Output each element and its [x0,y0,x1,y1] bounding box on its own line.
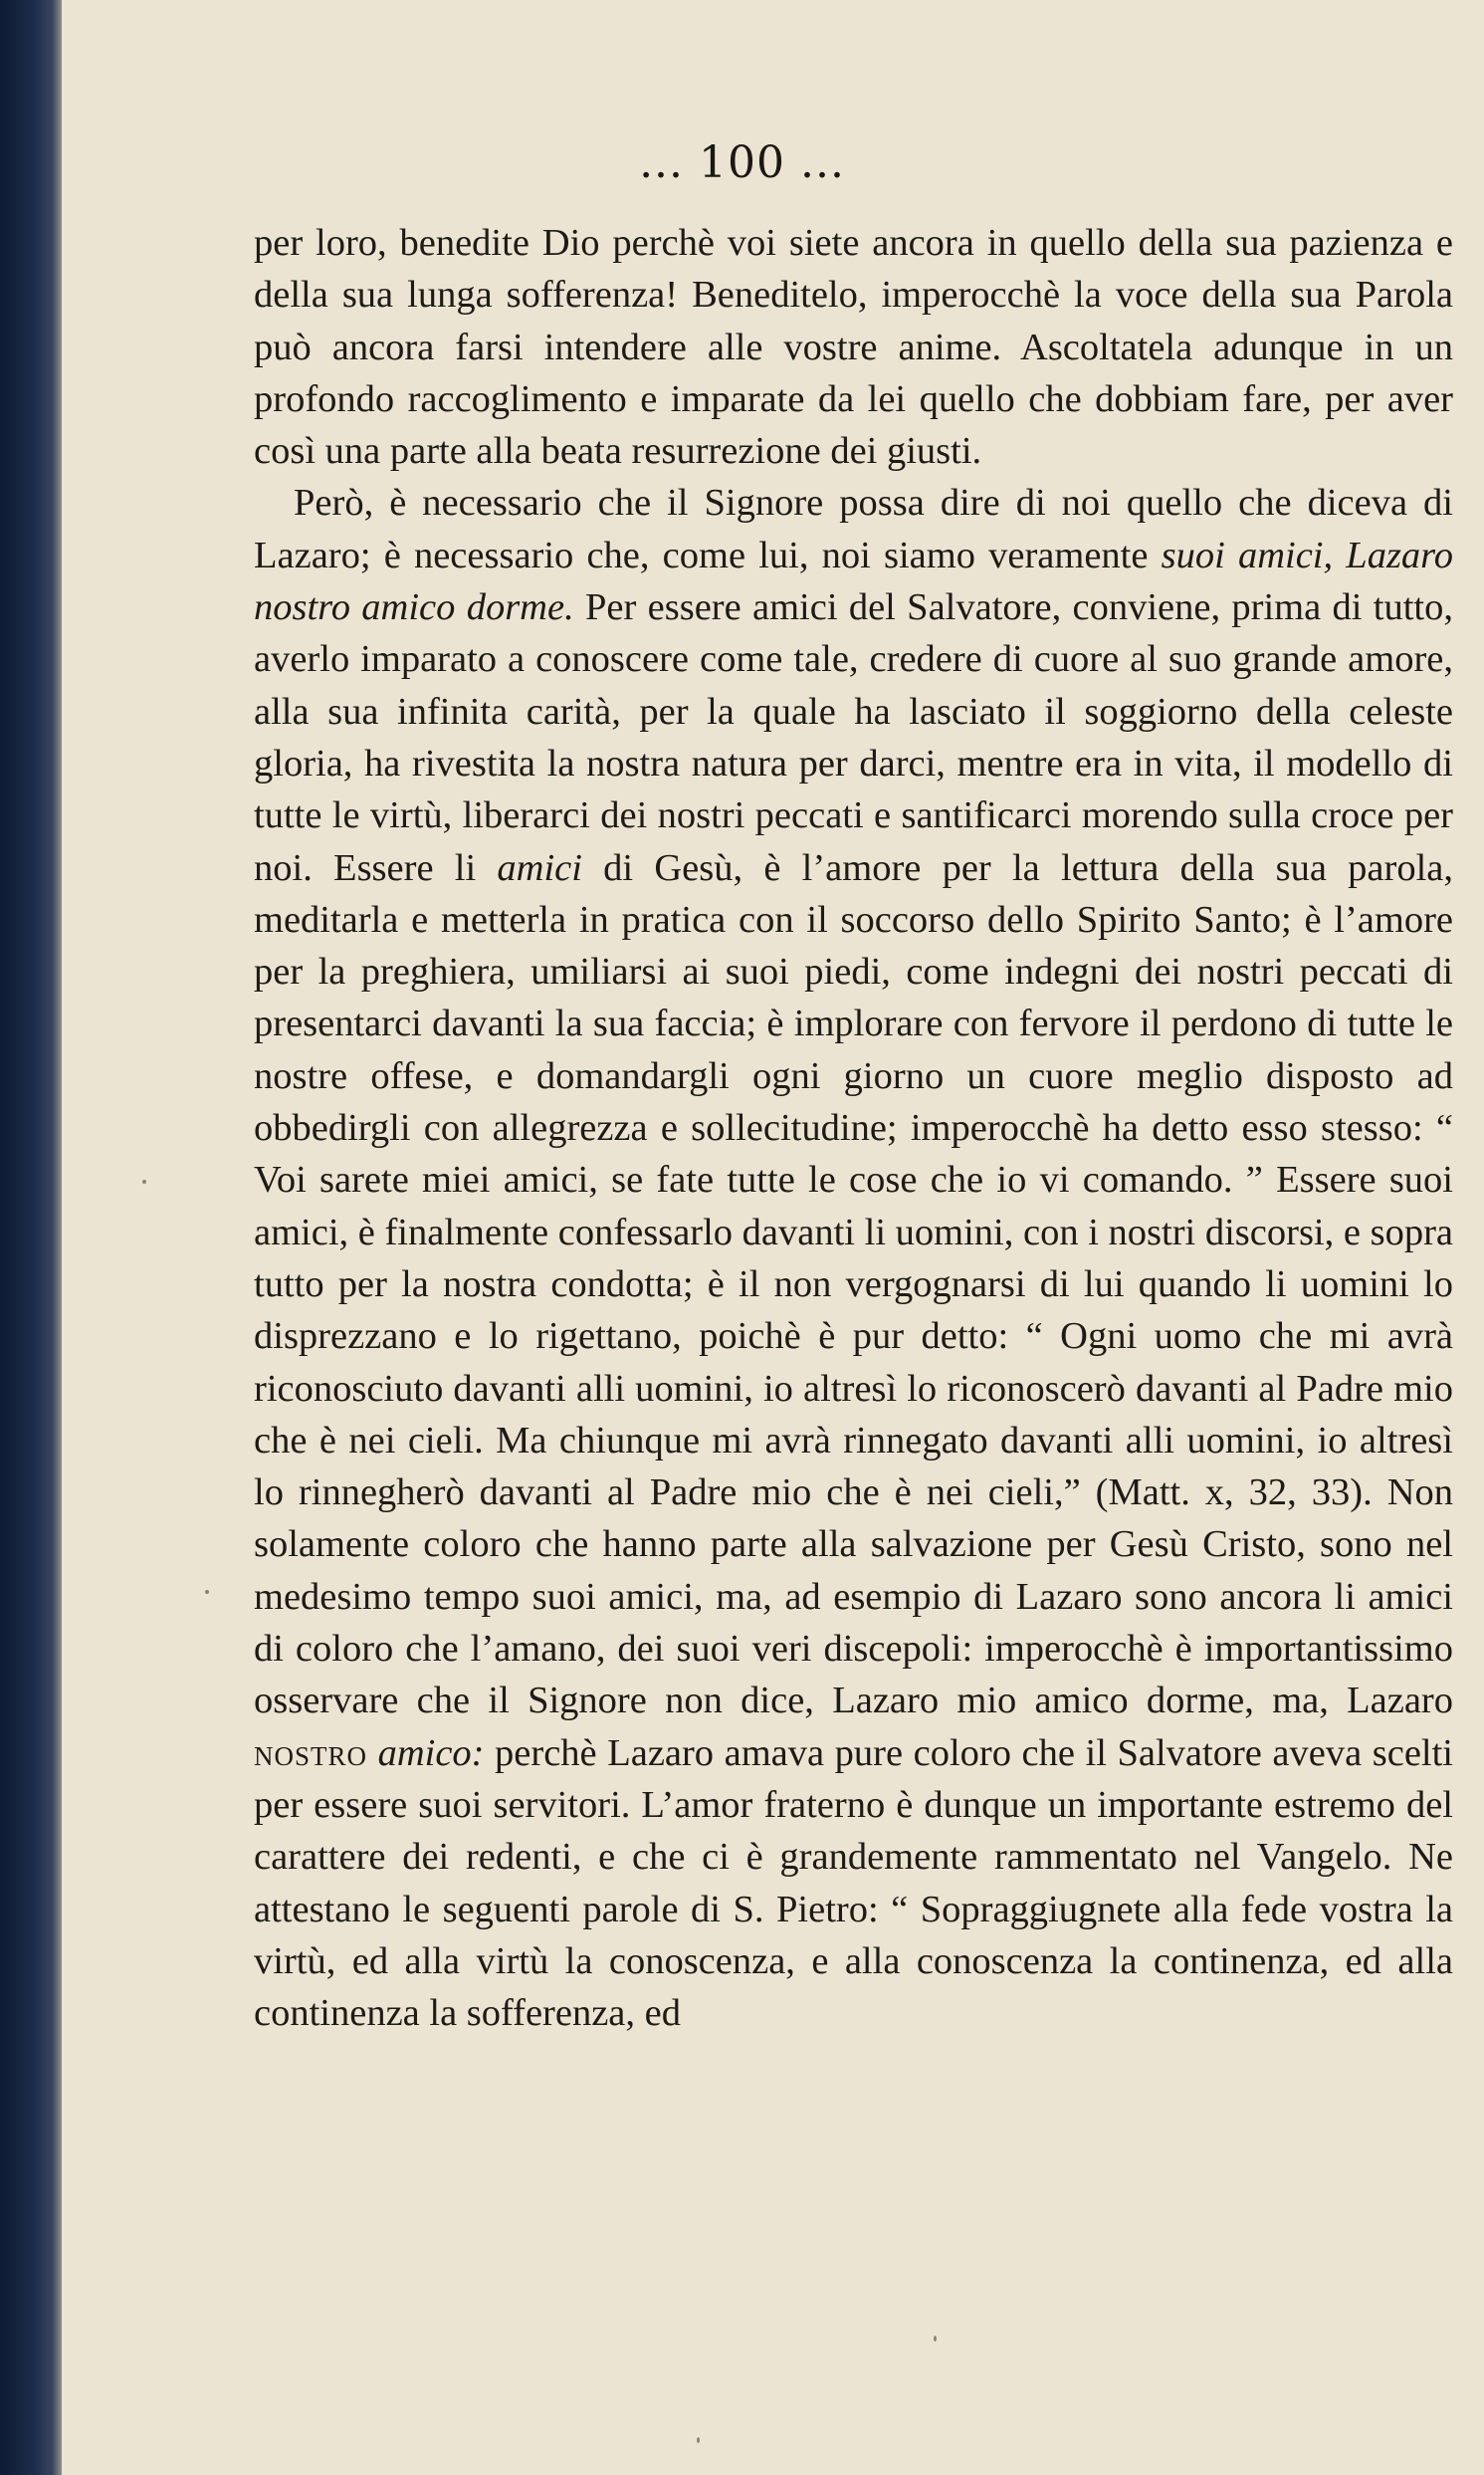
body-text [254,217,1453,2039]
paragraph-2-text-3: di Gesù, è l’amore per la lettura della sua parola, meditarla e metterla in pratica con il soccorso dello Spirito Santo; è l’amore per la preghiera, umiliarsi ai suoi piedi, come indegni dei nostri peccati di presentarci davanti la sua faccia; è implorare con fervore il perdono di tutte le nostre offese, e domandargli ogni giorno un cuore meglio disposto ad obbedirgli con allegrezza e sollecitudine; imperocchè ha detto esso stesso: “ Voi sarete miei amici, se fate tutte le cose che io vi comando. ” Essere suoi amici, è finalmente confessarlo davanti li uomini, con i nostri discorsi, e sopra tutto per la nostra condotta; è il non vergognarsi di lui quando li uomini lo disprezzano e lo rigettano, poichè è pur detto: “ Ogni uomo che mi avrà riconosciuto davanti alli uomini, io altresì lo riconoscerò davanti al Padre mio che è nei cieli. Ma chiunque mi avrà rinnegato davanti alli uomini, io altresì lo rinnegherò davanti al Padre mio che è nei cieli,” (Matt. x, 32, 33). Non solamente coloro che hanno parte alla salvazione per Gesù Cristo, sono nel medesimo tempo suoi amici, ma, ad esempio di Lazaro sono ancora li amici di coloro che l’amano, dei suoi veri discepoli: imperocchè è importantissimo osservare che il Signore non dice, Lazaro mio amico dorme, ma, Lazaro [254,846,1453,1722]
page-number: ... 100 ... [639,137,845,188]
italic-amico: amico: [377,1731,485,1774]
paper-speck [697,2437,700,2443]
paragraph-2 [254,477,1453,2039]
paper-speck [142,1180,146,1184]
smallcaps-nostro: nostro [254,1731,368,1774]
paragraph-2-text-1: Però, è necessario che il Signore possa dire di noi quello che diceva di Lazaro; è necessario che, come lui, noi siamo veramente [254,482,1453,576]
paper-speck [205,1590,209,1594]
paragraph-2-text-4: perchè Lazaro amava pure coloro che il Salvatore aveva scelti per essere suoi servitori. L’amor fraterno è dunque un importante estremo del carattere dei redenti, e che ci è grandemente rammentato nel Vangelo. Ne attestano le seguenti parole di S. Pietro: “ Sopraggiugnete alla fede vostra la virtù, ed alla virtù la conoscenza, e alla conoscenza la continenza, ed alla continenza la sofferenza, ed [254,1731,1453,2035]
book-binding-edge [0,0,62,2475]
italic-amici: amici [497,846,582,889]
paragraph-1: per loro, benedite Dio perchè voi siete ancora in quello della sua pazienza e della sua lunga sofferenza! Beneditelo, imperocchè la voce della sua Parola può ancora farsi intendere alle vostre anime. Ascoltatela adunque in un profondo raccoglimento e imparate da lei quello che dobbiam fare, per aver così una parte alla beata resurrezione dei giusti. [254,222,1453,473]
paragraph-2-text-2: Per essere amici del Salvatore, conviene, prima di tutto, averlo imparato a conoscere come tale, credere di cuore al suo grande amore, alla sua infinita carità, per la quale ha lasciato il soggiorno della celeste gloria, ha rivestita la nostra natura per darci, mentre era in vita, il modello di tutte le virtù, liberarci dei nostri peccati e santificarci morendo sulla croce per noi. Essere li [254,586,1453,889]
italic-quote-suoi-amici: suoi amici, Lazaro nostro amico dorme. [254,534,1453,629]
paper-speck [934,2336,937,2342]
